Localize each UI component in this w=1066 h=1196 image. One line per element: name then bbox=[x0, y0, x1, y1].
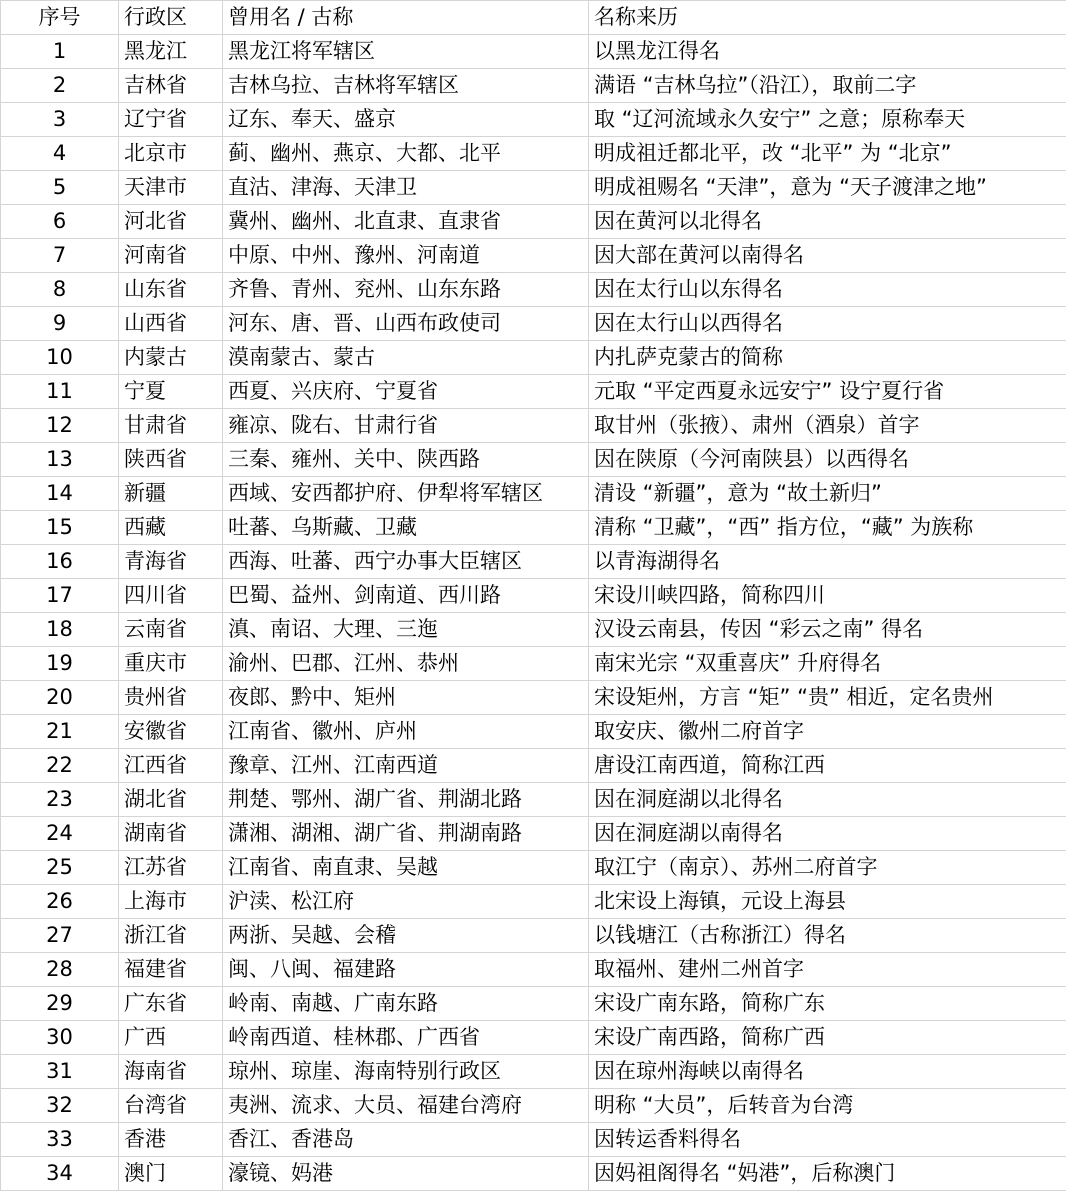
table-row bbox=[1, 375, 1066, 409]
cell-index[interactable]: 13 bbox=[1, 443, 119, 477]
cell-former-names[interactable]: 豫章、江州、江南西道 bbox=[223, 749, 589, 783]
cell-former-names[interactable]: 河东、唐、晋、山西布政使司 bbox=[223, 307, 589, 341]
cell-index[interactable]: 10 bbox=[1, 341, 119, 375]
cell-region[interactable]: 澳门 bbox=[119, 1157, 223, 1191]
header-cell-name-origin[interactable]: 名称来历 bbox=[589, 1, 1066, 35]
cell-region[interactable]: 湖南省 bbox=[119, 817, 223, 851]
cell-name-origin[interactable]: 明称 “大员”，后转音为台湾 bbox=[589, 1089, 1066, 1123]
cell-former-names[interactable]: 江南省、徽州、庐州 bbox=[223, 715, 589, 749]
header-row bbox=[1, 1, 1066, 35]
cell-former-names[interactable]: 潇湘、湖湘、湖广省、荆湖南路 bbox=[223, 817, 589, 851]
cell-index[interactable]: 16 bbox=[1, 545, 119, 579]
cell-name-origin[interactable]: 宋设矩州，方言 “矩” “贵” 相近，定名贵州 bbox=[589, 681, 1066, 715]
cell-former-names[interactable]: 雍凉、陇右、甘肃行省 bbox=[223, 409, 589, 443]
cell-name-origin[interactable]: 内扎萨克蒙古的简称 bbox=[589, 341, 1066, 375]
cell-former-names[interactable]: 闽、八闽、福建路 bbox=[223, 953, 589, 987]
cell-index[interactable]: 6 bbox=[1, 205, 119, 239]
cell-name-origin[interactable]: 因在洞庭湖以北得名 bbox=[589, 783, 1066, 817]
cell-index[interactable]: 9 bbox=[1, 307, 119, 341]
cell-region[interactable]: 北京市 bbox=[119, 137, 223, 171]
cell-region[interactable]: 内蒙古 bbox=[119, 341, 223, 375]
cell-former-names[interactable]: 两浙、吴越、会稽 bbox=[223, 919, 589, 953]
table-row bbox=[1, 137, 1066, 171]
cell-former-names[interactable]: 齐鲁、青州、兖州、山东东路 bbox=[223, 273, 589, 307]
cell-region[interactable]: 香港 bbox=[119, 1123, 223, 1157]
table-row bbox=[1, 205, 1066, 239]
cell-former-names[interactable]: 巴蜀、益州、剑南道、西川路 bbox=[223, 579, 589, 613]
cell-index[interactable]: 24 bbox=[1, 817, 119, 851]
cell-region[interactable]: 安徽省 bbox=[119, 715, 223, 749]
cell-name-origin[interactable]: 北宋设上海镇，元设上海县 bbox=[589, 885, 1066, 919]
cell-former-names[interactable]: 琼州、琼崖、海南特别行政区 bbox=[223, 1055, 589, 1089]
cell-former-names[interactable]: 直沽、津海、天津卫 bbox=[223, 171, 589, 205]
table-row bbox=[1, 273, 1066, 307]
table-row bbox=[1, 1089, 1066, 1123]
cell-former-names[interactable]: 三秦、雍州、关中、陕西路 bbox=[223, 443, 589, 477]
cell-region[interactable]: 江苏省 bbox=[119, 851, 223, 885]
table-row bbox=[1, 545, 1066, 579]
cell-region[interactable]: 青海省 bbox=[119, 545, 223, 579]
cell-name-origin[interactable]: 明成祖迁都北平，改 “北平” 为 “北京” bbox=[589, 137, 1066, 171]
cell-name-origin[interactable]: 以黑龙江得名 bbox=[589, 35, 1066, 69]
cell-index[interactable]: 32 bbox=[1, 1089, 119, 1123]
table-row bbox=[1, 477, 1066, 511]
cell-former-names[interactable]: 吉林乌拉、吉林将军辖区 bbox=[223, 69, 589, 103]
cell-former-names[interactable]: 冀州、幽州、北直隶、直隶省 bbox=[223, 205, 589, 239]
cell-region[interactable]: 山东省 bbox=[119, 273, 223, 307]
cell-former-names[interactable]: 黑龙江将军辖区 bbox=[223, 35, 589, 69]
cell-index[interactable]: 23 bbox=[1, 783, 119, 817]
cell-region[interactable]: 海南省 bbox=[119, 1055, 223, 1089]
table-row bbox=[1, 511, 1066, 545]
table-row bbox=[1, 919, 1066, 953]
cell-index[interactable]: 25 bbox=[1, 851, 119, 885]
cell-former-names[interactable]: 香江、香港岛 bbox=[223, 1123, 589, 1157]
cell-name-origin[interactable]: 因大部在黄河以南得名 bbox=[589, 239, 1066, 273]
table-row bbox=[1, 681, 1066, 715]
cell-name-origin[interactable]: 因在琼州海峡以南得名 bbox=[589, 1055, 1066, 1089]
cell-name-origin[interactable]: 以钱塘江（古称浙江）得名 bbox=[589, 919, 1066, 953]
cell-region[interactable]: 云南省 bbox=[119, 613, 223, 647]
cell-index[interactable]: 33 bbox=[1, 1123, 119, 1157]
cell-index[interactable]: 26 bbox=[1, 885, 119, 919]
cell-region[interactable]: 重庆市 bbox=[119, 647, 223, 681]
cell-name-origin[interactable]: 宋设广南西路，简称广西 bbox=[589, 1021, 1066, 1055]
table-row bbox=[1, 171, 1066, 205]
table-row bbox=[1, 647, 1066, 681]
cell-index[interactable]: 17 bbox=[1, 579, 119, 613]
cell-name-origin[interactable]: 取甘州（张掖）、肃州（酒泉）首字 bbox=[589, 409, 1066, 443]
cell-former-names[interactable]: 西夏、兴庆府、宁夏省 bbox=[223, 375, 589, 409]
cell-name-origin[interactable]: 清设 “新疆”，意为 “故土新归” bbox=[589, 477, 1066, 511]
header-cell-former-names[interactable]: 曾用名 / 古称 bbox=[223, 1, 589, 35]
cell-region[interactable]: 广东省 bbox=[119, 987, 223, 1021]
cell-index[interactable]: 12 bbox=[1, 409, 119, 443]
cell-name-origin[interactable]: 唐设江南西道，简称江西 bbox=[589, 749, 1066, 783]
cell-region[interactable]: 河北省 bbox=[119, 205, 223, 239]
table-row bbox=[1, 987, 1066, 1021]
cell-index[interactable]: 29 bbox=[1, 987, 119, 1021]
cell-region[interactable]: 山西省 bbox=[119, 307, 223, 341]
table-row bbox=[1, 1021, 1066, 1055]
cell-region[interactable]: 贵州省 bbox=[119, 681, 223, 715]
cell-index[interactable]: 2 bbox=[1, 69, 119, 103]
table-row bbox=[1, 35, 1066, 69]
table-row bbox=[1, 1157, 1066, 1191]
cell-name-origin[interactable]: 宋设广南东路，简称广东 bbox=[589, 987, 1066, 1021]
cell-index[interactable]: 3 bbox=[1, 103, 119, 137]
cell-index[interactable]: 1 bbox=[1, 35, 119, 69]
table-row bbox=[1, 613, 1066, 647]
table-row bbox=[1, 783, 1066, 817]
cell-index[interactable]: 15 bbox=[1, 511, 119, 545]
cell-name-origin[interactable]: 明成祖赐名 “天津”，意为 “天子渡津之地” bbox=[589, 171, 1066, 205]
cell-index[interactable]: 7 bbox=[1, 239, 119, 273]
cell-former-names[interactable]: 岭南西道、桂林郡、广西省 bbox=[223, 1021, 589, 1055]
table-row bbox=[1, 1055, 1066, 1089]
cell-former-names[interactable]: 夜郎、黔中、矩州 bbox=[223, 681, 589, 715]
table-row bbox=[1, 341, 1066, 375]
cell-former-names[interactable]: 荆楚、鄂州、湖广省、荆湖北路 bbox=[223, 783, 589, 817]
cell-name-origin[interactable]: 元取 “平定西夏永远安宁” 设宁夏行省 bbox=[589, 375, 1066, 409]
cell-name-origin[interactable]: 宋设川峡四路，简称四川 bbox=[589, 579, 1066, 613]
cell-name-origin[interactable]: 以青海湖得名 bbox=[589, 545, 1066, 579]
cell-former-names[interactable]: 西海、吐蕃、西宁办事大臣辖区 bbox=[223, 545, 589, 579]
cell-index[interactable]: 5 bbox=[1, 171, 119, 205]
cell-index[interactable]: 27 bbox=[1, 919, 119, 953]
cell-region[interactable]: 吉林省 bbox=[119, 69, 223, 103]
header-cell-index[interactable]: 序号 bbox=[1, 1, 119, 35]
cell-region[interactable]: 四川省 bbox=[119, 579, 223, 613]
cell-region[interactable]: 湖北省 bbox=[119, 783, 223, 817]
cell-name-origin[interactable]: 因转运香料得名 bbox=[589, 1123, 1066, 1157]
cell-index[interactable]: 19 bbox=[1, 647, 119, 681]
cell-region[interactable]: 黑龙江 bbox=[119, 35, 223, 69]
cell-former-names[interactable]: 中原、中州、豫州、河南道 bbox=[223, 239, 589, 273]
cell-region[interactable]: 广西 bbox=[119, 1021, 223, 1055]
cell-name-origin[interactable]: 因在陕原（今河南陕县）以西得名 bbox=[589, 443, 1066, 477]
cell-region[interactable]: 甘肃省 bbox=[119, 409, 223, 443]
table-row bbox=[1, 715, 1066, 749]
cell-region[interactable]: 西藏 bbox=[119, 511, 223, 545]
cell-former-names[interactable]: 濠镜、妈港 bbox=[223, 1157, 589, 1191]
cell-former-names[interactable]: 渝州、巴郡、江州、恭州 bbox=[223, 647, 589, 681]
cell-name-origin[interactable]: 清称 “卫藏”，“西” 指方位，“藏” 为族称 bbox=[589, 511, 1066, 545]
cell-index[interactable]: 31 bbox=[1, 1055, 119, 1089]
cell-name-origin[interactable]: 因在太行山以东得名 bbox=[589, 273, 1066, 307]
cell-former-names[interactable]: 辽东、奉天、盛京 bbox=[223, 103, 589, 137]
cell-region[interactable]: 上海市 bbox=[119, 885, 223, 919]
cell-index[interactable]: 4 bbox=[1, 137, 119, 171]
cell-former-names[interactable]: 夷洲、流求、大员、福建台湾府 bbox=[223, 1089, 589, 1123]
table-row bbox=[1, 851, 1066, 885]
cell-index[interactable]: 30 bbox=[1, 1021, 119, 1055]
table-row bbox=[1, 69, 1066, 103]
table-row bbox=[1, 409, 1066, 443]
cell-former-names[interactable]: 蓟、幽州、燕京、大都、北平 bbox=[223, 137, 589, 171]
cell-name-origin[interactable]: 因妈祖阁得名 “妈港”，后称澳门 bbox=[589, 1157, 1066, 1191]
table-row bbox=[1, 443, 1066, 477]
cell-index[interactable]: 8 bbox=[1, 273, 119, 307]
cell-former-names[interactable]: 漠南蒙古、蒙古 bbox=[223, 341, 589, 375]
table-row bbox=[1, 103, 1066, 137]
cell-index[interactable]: 34 bbox=[1, 1157, 119, 1191]
cell-name-origin[interactable]: 取 “辽河流域永久安宁” 之意；原称奉天 bbox=[589, 103, 1066, 137]
cell-name-origin[interactable]: 因在洞庭湖以南得名 bbox=[589, 817, 1066, 851]
table-row bbox=[1, 579, 1066, 613]
cell-region[interactable]: 新疆 bbox=[119, 477, 223, 511]
cell-region[interactable]: 河南省 bbox=[119, 239, 223, 273]
cell-region[interactable]: 天津市 bbox=[119, 171, 223, 205]
cell-index[interactable]: 14 bbox=[1, 477, 119, 511]
cell-index[interactable]: 22 bbox=[1, 749, 119, 783]
cell-name-origin[interactable]: 取安庆、徽州二府首字 bbox=[589, 715, 1066, 749]
table-row bbox=[1, 749, 1066, 783]
table-row bbox=[1, 885, 1066, 919]
cell-former-names[interactable]: 吐蕃、乌斯藏、卫藏 bbox=[223, 511, 589, 545]
table-row bbox=[1, 239, 1066, 273]
cell-former-names[interactable]: 滇、南诏、大理、三迤 bbox=[223, 613, 589, 647]
cell-name-origin[interactable]: 南宋光宗 “双重喜庆” 升府得名 bbox=[589, 647, 1066, 681]
table-row bbox=[1, 1123, 1066, 1157]
cell-region[interactable]: 陕西省 bbox=[119, 443, 223, 477]
cell-name-origin[interactable]: 因在太行山以西得名 bbox=[589, 307, 1066, 341]
cell-index[interactable]: 20 bbox=[1, 681, 119, 715]
cell-region[interactable]: 辽宁省 bbox=[119, 103, 223, 137]
cell-region[interactable]: 江西省 bbox=[119, 749, 223, 783]
cell-name-origin[interactable]: 汉设云南县，传因 “彩云之南” 得名 bbox=[589, 613, 1066, 647]
cell-former-names[interactable]: 岭南、南越、广南东路 bbox=[223, 987, 589, 1021]
cell-former-names[interactable]: 西域、安西都护府、伊犁将军辖区 bbox=[223, 477, 589, 511]
cell-former-names[interactable]: 江南省、南直隶、吴越 bbox=[223, 851, 589, 885]
cell-region[interactable]: 浙江省 bbox=[119, 919, 223, 953]
header-cell-region[interactable]: 行政区 bbox=[119, 1, 223, 35]
table-row bbox=[1, 953, 1066, 987]
cell-name-origin[interactable]: 取福州、建州二州首字 bbox=[589, 953, 1066, 987]
cell-former-names[interactable]: 沪渎、松江府 bbox=[223, 885, 589, 919]
cell-index[interactable]: 28 bbox=[1, 953, 119, 987]
cell-region[interactable]: 宁夏 bbox=[119, 375, 223, 409]
cell-index[interactable]: 21 bbox=[1, 715, 119, 749]
cell-index[interactable]: 11 bbox=[1, 375, 119, 409]
cell-name-origin[interactable]: 取江宁（南京）、苏州二府首字 bbox=[589, 851, 1066, 885]
table-row bbox=[1, 817, 1066, 851]
cell-region[interactable]: 福建省 bbox=[119, 953, 223, 987]
cell-name-origin[interactable]: 因在黄河以北得名 bbox=[589, 205, 1066, 239]
cell-name-origin[interactable]: 满语 “吉林乌拉”（沿江），取前二字 bbox=[589, 69, 1066, 103]
cell-index[interactable]: 18 bbox=[1, 613, 119, 647]
table-row bbox=[1, 307, 1066, 341]
cell-region[interactable]: 台湾省 bbox=[119, 1089, 223, 1123]
